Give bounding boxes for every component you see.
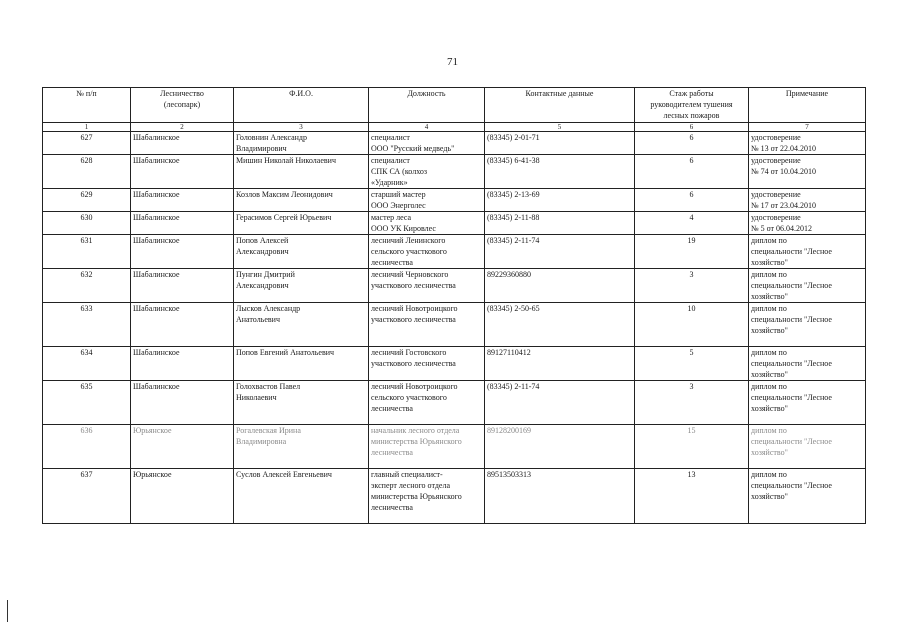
row-number: 636: [43, 425, 131, 469]
contact-cell: (83345) 6-41-38: [485, 155, 635, 189]
column-number: 2: [131, 123, 234, 132]
experience-cell: 19: [635, 235, 749, 269]
contact-cell: (83345) 2-13-69: [485, 189, 635, 212]
note-cell: удостоверение № 74 от 10.04.2010: [749, 155, 866, 189]
header-note: Примечание: [749, 88, 866, 123]
position-cell: старший мастер ООО Энерголес: [369, 189, 485, 212]
row-number: 627: [43, 132, 131, 155]
forestry-cell: Шабалинское: [131, 212, 234, 235]
experience-cell: 5: [635, 347, 749, 381]
forestry-cell: Шабалинское: [131, 381, 234, 425]
full-name-cell: Головнин Александр Владимирович: [234, 132, 369, 155]
table-row: [43, 155, 866, 189]
experience-cell: 4: [635, 212, 749, 235]
position-cell: лесничий Новотроицкого участкового лесничества: [369, 303, 485, 347]
note-cell: удостоверение № 5 от 06.04.2012: [749, 212, 866, 235]
position-cell: специалист ООО "Русский медведь": [369, 132, 485, 155]
table-body: [43, 132, 866, 524]
note-cell: диплом по специальности "Лесное хозяйство": [749, 235, 866, 269]
table-row: [43, 269, 866, 303]
column-number: 3: [234, 123, 369, 132]
scan-margin-mark: [7, 600, 8, 622]
column-number: 6: [635, 123, 749, 132]
position-cell: главный специалист- эксперт лесного отдела министерства Юрьянского лесничества: [369, 469, 485, 524]
full-name-cell: Попов Алексей Александрович: [234, 235, 369, 269]
row-number: 632: [43, 269, 131, 303]
note-cell: диплом по специальности "Лесное хозяйство": [749, 303, 866, 347]
column-number: 4: [369, 123, 485, 132]
note-cell: диплом по специальности "Лесное хозяйство": [749, 469, 866, 524]
column-number: 7: [749, 123, 866, 132]
table-row: [43, 189, 866, 212]
contact-cell: (83345) 2-01-71: [485, 132, 635, 155]
experience-cell: 3: [635, 381, 749, 425]
full-name-cell: Голохвастов Павел Николаевич: [234, 381, 369, 425]
experience-cell: 6: [635, 155, 749, 189]
forestry-cell: Шабалинское: [131, 189, 234, 212]
header-number: № п/п: [43, 88, 131, 123]
contact-cell: 89229360880: [485, 269, 635, 303]
full-name-cell: Рогалевская Ирина Владимировна: [234, 425, 369, 469]
position-cell: мастер леса ООО УК Кировлес: [369, 212, 485, 235]
row-number: 634: [43, 347, 131, 381]
contact-cell: (83345) 2-11-74: [485, 381, 635, 425]
note-cell: диплом по специальности "Лесное хозяйство": [749, 269, 866, 303]
note-cell: диплом по специальности "Лесное хозяйство": [749, 381, 866, 425]
column-number: 1: [43, 123, 131, 132]
header-contacts: Контактные данные: [485, 88, 635, 123]
contact-cell: 89128200169: [485, 425, 635, 469]
experience-cell: 10: [635, 303, 749, 347]
forestry-cell: Юрьянское: [131, 425, 234, 469]
position-cell: лесничий Гостовского участкового лесничества: [369, 347, 485, 381]
header-forestry: Лесничество (лесопарк): [131, 88, 234, 123]
forestry-cell: Шабалинское: [131, 235, 234, 269]
table-row: [43, 303, 866, 347]
row-number: 635: [43, 381, 131, 425]
row-number: 629: [43, 189, 131, 212]
forest-fire-managers-table: [42, 87, 866, 524]
forestry-cell: Шабалинское: [131, 155, 234, 189]
row-number: 630: [43, 212, 131, 235]
note-cell: удостоверение № 17 от 23.04.2010: [749, 189, 866, 212]
full-name-cell: Попов Евгений Анатольевич: [234, 347, 369, 381]
full-name-cell: Козлов Максим Леонидович: [234, 189, 369, 212]
forestry-cell: Шабалинское: [131, 347, 234, 381]
forestry-cell: Шабалинское: [131, 269, 234, 303]
experience-cell: 3: [635, 269, 749, 303]
row-number: 628: [43, 155, 131, 189]
column-number-row: [43, 123, 866, 132]
contact-cell: 89513503313: [485, 469, 635, 524]
experience-cell: 6: [635, 189, 749, 212]
contact-cell: (83345) 2-11-88: [485, 212, 635, 235]
column-number: 5: [485, 123, 635, 132]
row-number: 633: [43, 303, 131, 347]
contact-cell: (83345) 2-11-74: [485, 235, 635, 269]
position-cell: лесничий Ленинского сельского участкового лесничества: [369, 235, 485, 269]
row-number: 631: [43, 235, 131, 269]
table-row: [43, 425, 866, 469]
page-number: 71: [447, 56, 458, 68]
full-name-cell: Мишин Николай Николаевич: [234, 155, 369, 189]
experience-cell: 15: [635, 425, 749, 469]
table-row: [43, 381, 866, 425]
header-experience: Стаж работы руководителем тушения лесных пожаров: [635, 88, 749, 123]
note-cell: удостоверение № 13 от 22.04.2010: [749, 132, 866, 155]
experience-cell: 13: [635, 469, 749, 524]
header-position: Должность: [369, 88, 485, 123]
position-cell: лесничий Черновского участкового лесничества: [369, 269, 485, 303]
table-row: [43, 212, 866, 235]
experience-cell: 6: [635, 132, 749, 155]
position-cell: лесничий Новотроицкого сельского участкового лесничества: [369, 381, 485, 425]
note-cell: диплом по специальности "Лесное хозяйство": [749, 347, 866, 381]
forestry-cell: Шабалинское: [131, 132, 234, 155]
table-header-row: [43, 88, 866, 123]
table-row: [43, 469, 866, 524]
note-cell: диплом по специальности "Лесное хозяйство": [749, 425, 866, 469]
row-number: 637: [43, 469, 131, 524]
full-name-cell: Суслов Алексей Евгеньевич: [234, 469, 369, 524]
contact-cell: 89127110412: [485, 347, 635, 381]
full-name-cell: Лысков Александр Анатольевич: [234, 303, 369, 347]
table-row: [43, 132, 866, 155]
table-row: [43, 235, 866, 269]
forestry-cell: Шабалинское: [131, 303, 234, 347]
header-full-name: Ф.И.О.: [234, 88, 369, 123]
full-name-cell: Герасимов Сергей Юрьевич: [234, 212, 369, 235]
position-cell: начальник лесного отдела министерства Юрьянского лесничества: [369, 425, 485, 469]
position-cell: специалист СПК СА (колхоз «Ударник»: [369, 155, 485, 189]
contact-cell: (83345) 2-50-65: [485, 303, 635, 347]
full-name-cell: Пунгин Дмитрий Александрович: [234, 269, 369, 303]
forestry-cell: Юрьянское: [131, 469, 234, 524]
table-row: [43, 347, 866, 381]
